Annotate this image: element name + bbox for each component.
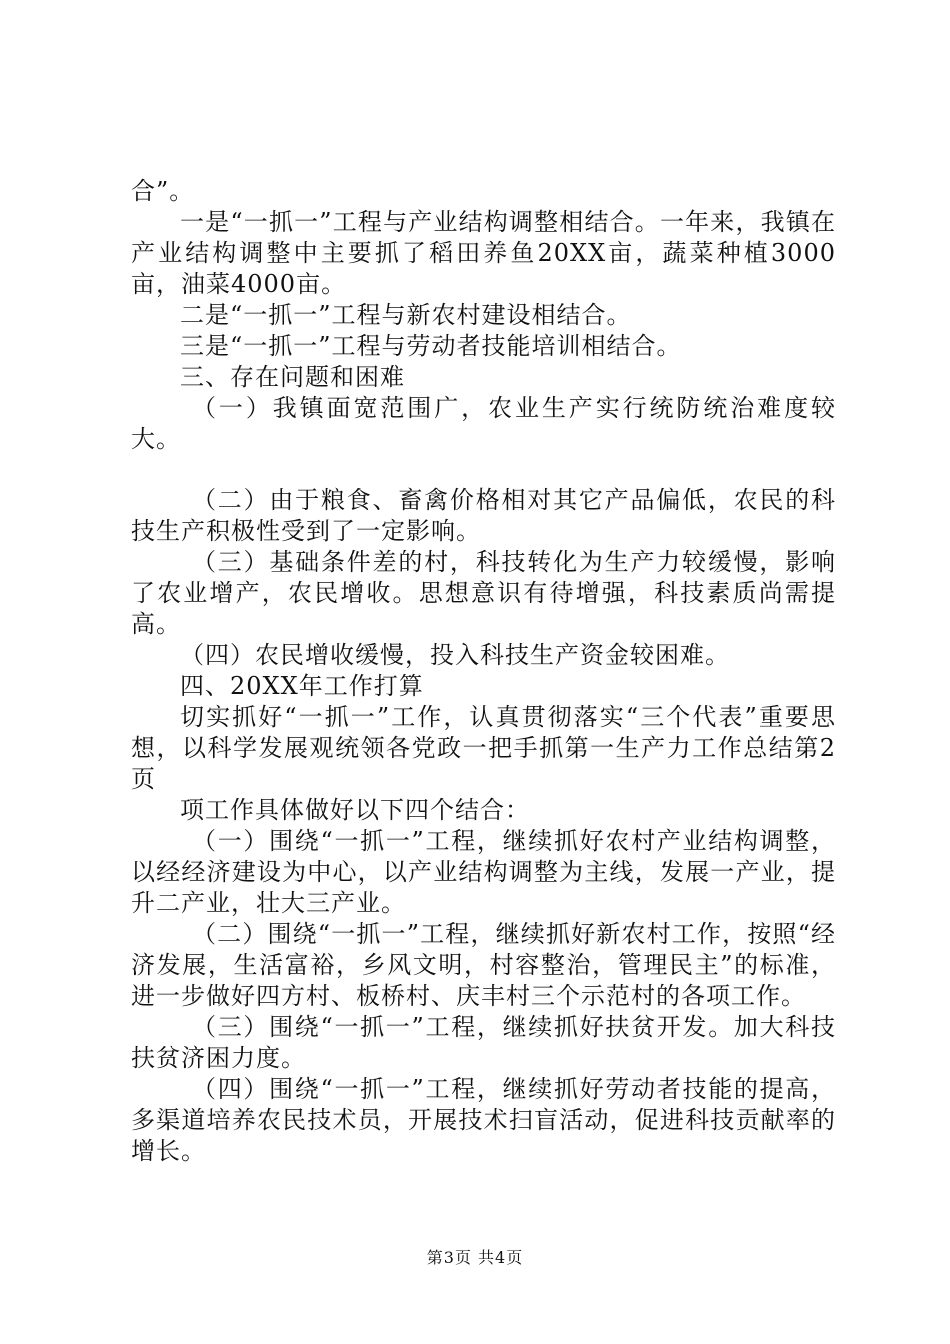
plan-intro-continuation: 项工作具体做好以下四个结合：: [180, 796, 530, 824]
paragraph-item-two: 二是“一抓一”工程与新农村建设相结合。: [180, 301, 632, 329]
problem-item-3: （三）基础条件差的村，科技转化为生产力较缓慢，影响了农业增产，农民增收。思想意识有待增强，科技素质尚需提高。: [131, 548, 836, 638]
plan-intro-paragraph: 切实抓好“一抓一”工作，认真贯彻落实“三个代表”重要思想，以科学发展观统领各党政一把手抓第一生产力工作总结第2页: [131, 703, 836, 793]
section-heading-plan: 四、20XX年工作打算: [180, 672, 424, 700]
plan-item-2: （二）围绕“一抓一”工程，继续抓好新农村工作，按照“经济发展，生活富裕，乡风文明，村容整治，管理民主”的标准，进一步做好四方村、板桥村、庆丰村三个示范村的各项工作。: [131, 920, 836, 1010]
paragraph-continuation: 合”。: [131, 177, 195, 205]
problem-item-2: （二）由于粮食、畜禽价格相对其它产品偏低，农民的科技生产积极性受到了一定影响。: [131, 486, 836, 545]
plan-item-1: （一）围绕“一抓一”工程，继续抓好农村产业结构调整，以经经济建设为中心，以产业结构调整为主线，发展一产业，提升二产业，壮大三产业。: [131, 827, 836, 917]
plan-item-4: （四）围绕“一抓一”工程，继续抓好劳动者技能的提高，多渠道培养农民技术员，开展技术扫盲活动，促进科技贡献率的增长。: [131, 1075, 836, 1165]
paragraph-item-one: 一是“一抓一”工程与产业结构调整相结合。一年来，我镇在产业结构调整中主要抓了稻田养鱼20XX亩，蔬菜种植3000亩，油菜4000亩。: [131, 208, 836, 298]
plan-item-3: （三）围绕“一抓一”工程，继续抓好扶贫开发。加大科技扶贫济困力度。: [131, 1013, 836, 1072]
page-footer: 第3页 共4页: [426, 1248, 524, 1267]
problem-item-4: （四）农民增收缓慢，投入科技生产资金较困难。: [180, 641, 730, 669]
section-heading-problems: 三、存在问题和困难: [180, 363, 405, 391]
document-body: [131, 176, 836, 1167]
paragraph-item-three: 三是“一抓一”工程与劳动者技能培训相结合。: [180, 332, 682, 360]
problem-item-1: （一）我镇面宽范围广，农业生产实行统防统治难度较大。: [131, 394, 836, 453]
